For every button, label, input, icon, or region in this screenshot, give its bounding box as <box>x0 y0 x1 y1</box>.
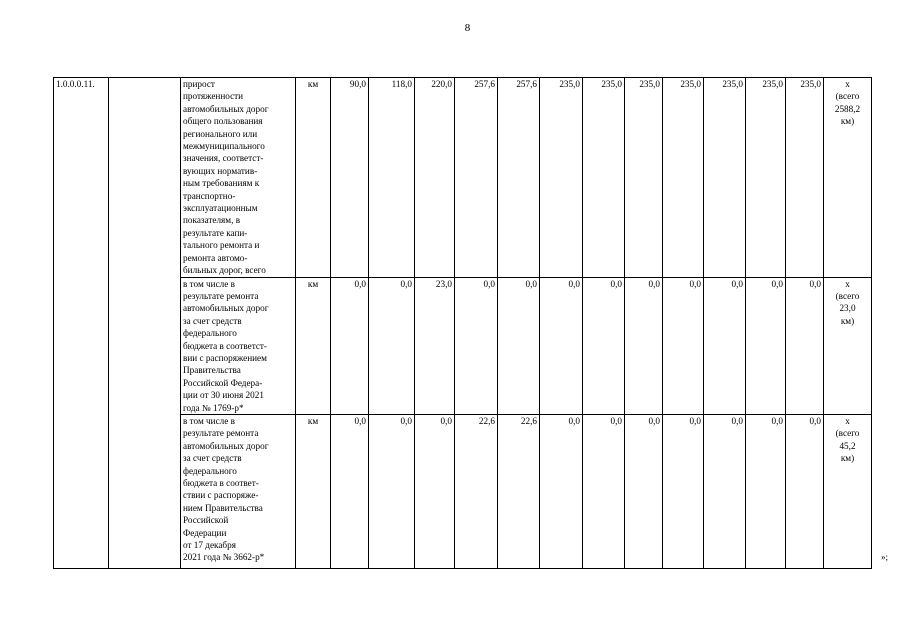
total-line: км) <box>840 116 855 127</box>
value-cell: 257,6 <box>498 78 540 278</box>
total-line: км) <box>840 453 855 464</box>
description-line: нием Правительства <box>183 502 263 513</box>
value-cell: 0,0 <box>583 414 625 568</box>
description-line: ствии с распоряже- <box>183 490 259 501</box>
unit-cell: км <box>296 277 331 414</box>
total-line: х <box>845 415 850 426</box>
value-cell: 235,0 <box>786 78 824 278</box>
value-cell: 0,0 <box>746 414 786 568</box>
description-line: бюджета в соответст- <box>183 340 267 351</box>
indicator-code: 1.0.0.0.11. <box>54 78 109 569</box>
unit-cell: км <box>296 78 331 278</box>
description-line: федерального <box>183 465 237 476</box>
value-cell: 235,0 <box>540 78 583 278</box>
value-cell: 0,0 <box>583 277 625 414</box>
table-row <box>54 78 872 278</box>
description-line: Российской Федера- <box>183 377 263 388</box>
description-line: Правительства <box>183 365 241 376</box>
description-line: протяженности <box>183 91 244 102</box>
value-cell: 23,0 <box>415 277 455 414</box>
description-line: показателям, в <box>183 215 241 226</box>
total-line: 45,2 <box>839 440 856 451</box>
description-line: Российской <box>183 515 229 526</box>
value-cell: 0,0 <box>625 414 663 568</box>
description-line: бюджета в соответ- <box>183 478 259 488</box>
description-line: ным требованиям к <box>183 178 260 189</box>
description-line: тального ремонта и <box>183 240 260 251</box>
value-cell: 235,0 <box>663 78 704 278</box>
description-line: автомобильных дорог <box>183 303 269 314</box>
indicator-description <box>181 78 296 278</box>
value-cell: 0,0 <box>663 414 704 568</box>
description-line: автомобильных дорог <box>183 103 269 114</box>
description-line: 2021 года № 3662-р* <box>183 552 265 563</box>
description-line: бильных дорог, всего <box>183 265 266 276</box>
description-line: межмуниципального <box>183 141 265 152</box>
description-line: значения, соответст- <box>183 153 264 164</box>
total-line: км) <box>840 315 855 326</box>
total-cell <box>824 78 872 278</box>
value-cell: 235,0 <box>704 78 746 278</box>
value-cell: 0,0 <box>786 277 824 414</box>
description-line: результате капи- <box>183 227 248 238</box>
page-number: 8 <box>464 22 471 34</box>
description-line: вующих норматив- <box>183 165 258 176</box>
total-line: х <box>845 278 850 289</box>
value-cell: 0,0 <box>369 277 415 414</box>
description-line: Федерации <box>183 527 227 538</box>
total-line: (всего <box>835 290 860 301</box>
value-cell: 235,0 <box>583 78 625 278</box>
total-line: 23,0 <box>839 303 856 314</box>
indicator-description <box>181 277 296 414</box>
indicator-description <box>181 414 296 568</box>
description-line: ции от 30 июня 2021 <box>183 390 264 401</box>
total-line: 2588,2 <box>834 103 861 114</box>
value-cell: 118,0 <box>369 78 415 278</box>
description-line: ремонта автомо- <box>183 252 248 263</box>
description-line: в том числе в <box>183 415 235 426</box>
value-cell: 0,0 <box>704 277 746 414</box>
empty-cell <box>109 78 181 569</box>
closing-quote-mark: »; <box>881 552 889 562</box>
value-cell: 257,6 <box>455 78 498 278</box>
total-line: (всего <box>835 91 860 102</box>
description-line: прирост <box>183 79 215 89</box>
value-cell: 0,0 <box>625 277 663 414</box>
value-cell: 0,0 <box>455 277 498 414</box>
value-cell: 0,0 <box>663 277 704 414</box>
value-cell: 90,0 <box>331 78 369 278</box>
value-cell: 22,6 <box>498 414 540 568</box>
value-cell: 0,0 <box>746 277 786 414</box>
total-line: (всего <box>835 428 860 439</box>
indicator-table <box>53 77 872 569</box>
description-line: федерального <box>183 328 237 339</box>
description-line: результате ремонта <box>183 428 259 439</box>
description-line: эксплуатационным <box>183 203 258 214</box>
value-cell: 0,0 <box>498 277 540 414</box>
description-line: регионального или <box>183 128 258 139</box>
value-cell: 235,0 <box>625 78 663 278</box>
value-cell: 0,0 <box>369 414 415 568</box>
value-cell: 0,0 <box>786 414 824 568</box>
description-line: за счет средств <box>183 453 242 464</box>
description-line: результате ремонта <box>183 290 259 301</box>
unit-cell: км <box>296 414 331 568</box>
description-line: вии с распоряжением <box>183 352 267 363</box>
description-line: автомобильных дорог <box>183 440 269 451</box>
value-cell: 235,0 <box>746 78 786 278</box>
value-cell: 0,0 <box>331 277 369 414</box>
description-line: в том числе в <box>183 278 235 289</box>
description-line: года № 1769-р* <box>183 402 244 413</box>
total-cell <box>824 414 872 568</box>
total-cell <box>824 277 872 414</box>
value-cell: 0,0 <box>331 414 369 568</box>
description-line: общего пользования <box>183 116 263 127</box>
total-line: х <box>845 79 850 89</box>
value-cell: 0,0 <box>415 414 455 568</box>
value-cell: 0,0 <box>540 414 583 568</box>
value-cell: 0,0 <box>540 277 583 414</box>
description-line: за счет средств <box>183 315 242 326</box>
description-line: от 17 декабря <box>183 540 236 551</box>
value-cell: 0,0 <box>704 414 746 568</box>
value-cell: 220,0 <box>415 78 455 278</box>
description-line: транспортно- <box>183 190 236 201</box>
value-cell: 22,6 <box>455 414 498 568</box>
